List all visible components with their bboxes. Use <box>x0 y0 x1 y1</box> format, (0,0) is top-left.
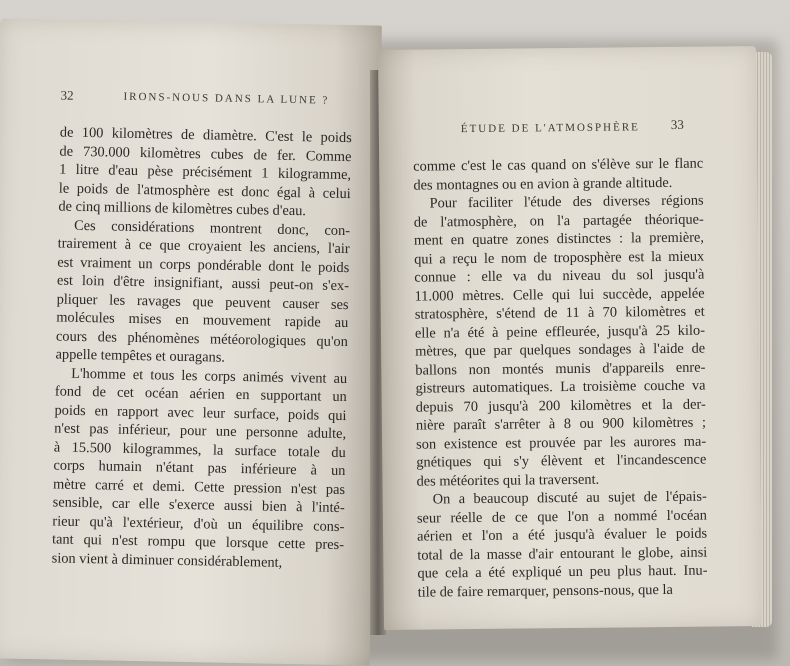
text-line: de cinq millions de kilomètres cubes d'eau. <box>58 198 307 220</box>
left-page-number: 32 <box>60 87 74 103</box>
text-line: gnétiques qui s'y élèvent et l'incandescence <box>416 451 707 471</box>
text-line: molécules mises en mouvement rapide au <box>56 309 349 332</box>
right-page-number: 33 <box>670 116 684 132</box>
text-line: de 100 kilomètres de diamètre. C'est le poids <box>59 124 352 147</box>
text-line: qui a reçu le nom de troposphère est la mieux <box>414 248 705 268</box>
text-line: fond de cet océan aérien en supportant un <box>54 383 347 406</box>
text-line: total de la masse d'air entourant le globe, ainsi <box>417 544 708 564</box>
text-line: stratosphère, s'étend de 11 à 70 kilomètres et <box>414 303 705 323</box>
text-line: le poids de l'atmosphère est donc égal à celui <box>58 179 351 202</box>
text-line: elle n'a été à peine effleurée, jusqu'à 25 kilo- <box>414 322 706 342</box>
text-line: aérien et l'on a été jusqu'à évaluer le poids <box>417 525 708 545</box>
text-line: nière paraît s'arrêter à 8 ou 900 kilomètres ; <box>415 414 707 434</box>
text-line: est loin d'être insignifiant, aussi peut-on s'ex- <box>56 272 350 295</box>
text-line: rieur qu'à l'extérieur, d'où un équilibre cons- <box>52 512 345 535</box>
text-line: sensible, car elle s'exerce aussi bien à l'inté- <box>52 494 345 517</box>
text-line: gistreurs automatiques. La troisième couche va <box>415 377 706 397</box>
text-line: appelle tempêtes et ouragans. <box>55 346 226 366</box>
text-line: tant qui n'est rompu que lorsque cette pres- <box>51 531 345 554</box>
text-line: ment en quatre zones distinctes : la première, <box>413 229 705 249</box>
text-line: mètres, que par quelques sondages à l'aide de <box>415 340 706 360</box>
text-line: seur réelle de ce que l'on a nommé l'océan <box>416 507 707 527</box>
text-line: n'est pas inférieur, pour une personne adulte, <box>54 420 347 443</box>
text-line: tile de faire remarquer, pensons-nous, que la <box>417 581 673 601</box>
text-line: de l'atmosphère, on l'a partagée théorique- <box>413 211 704 231</box>
text-line: des montagnes ou en avion à grande altitude. <box>413 174 673 194</box>
text-line: 1 litre d'eau pèse précisément 1 kilogramme, <box>58 161 352 184</box>
text-line: comme c'est le cas quand on s'élève sur le flanc <box>413 155 704 175</box>
text-line: poids en rapport avec leur surface, poids qui <box>54 401 347 424</box>
text-line: son existence est prouvée par les aurores ma- <box>416 433 707 453</box>
text-line: connue : elle va du niveau du sol jusqu'à <box>414 266 705 286</box>
text-line: 11.000 mètres. Celle qui lui succède, appelée <box>414 285 705 305</box>
right-page <box>378 46 762 630</box>
text-line: des météorites qui la traversent. <box>416 471 600 490</box>
text-line: pliquer les ravages que peuvent causer ses <box>56 290 349 313</box>
text-line: Ces considérations montrent donc, con- <box>73 217 351 239</box>
text-line: mètre carré et demi. Cette pression n'est pas <box>52 475 346 498</box>
left-running-head: IRONS-NOUS DANS LA LUNE ? <box>123 90 330 107</box>
text-line: de 730.000 kilomètres cubes de fer. Comme <box>59 143 352 165</box>
text-line: que cela a été expliqué un peu plus haut. Inu- <box>417 562 708 582</box>
text-line: ballons non montés munis d'appareils enre- <box>415 359 706 379</box>
text-line: est vraiment un corps pondérable dont le poids <box>57 253 350 276</box>
right-page-body <box>413 155 708 602</box>
text-line: à 15.500 kilogrammes, la surface totale du <box>53 438 346 461</box>
left-page-body <box>52 124 352 574</box>
text-line: On a beaucoup discuté au sujet de l'épais- <box>432 488 707 508</box>
text-line: depuis 70 jusqu'à 200 kilomètres et la der- <box>415 396 706 416</box>
text-line: sion vient à diminuer considérablement, <box>51 549 283 571</box>
text-line: corps humain n'étant pas inférieure à un <box>53 457 346 480</box>
text-line: L'homme et tous les corps animés vivent au <box>71 365 348 387</box>
text-line: trairement à ce que croyaient les anciens, l'air <box>57 235 350 258</box>
text-line: cours des phénomènes météorologiques qu'on <box>55 327 349 350</box>
text-line: Pour faciliter l'étude des diverses régions <box>429 192 704 212</box>
right-running-head: ÉTUDE DE L'ATMOSPHÈRE <box>460 121 640 136</box>
left-page <box>0 18 382 665</box>
